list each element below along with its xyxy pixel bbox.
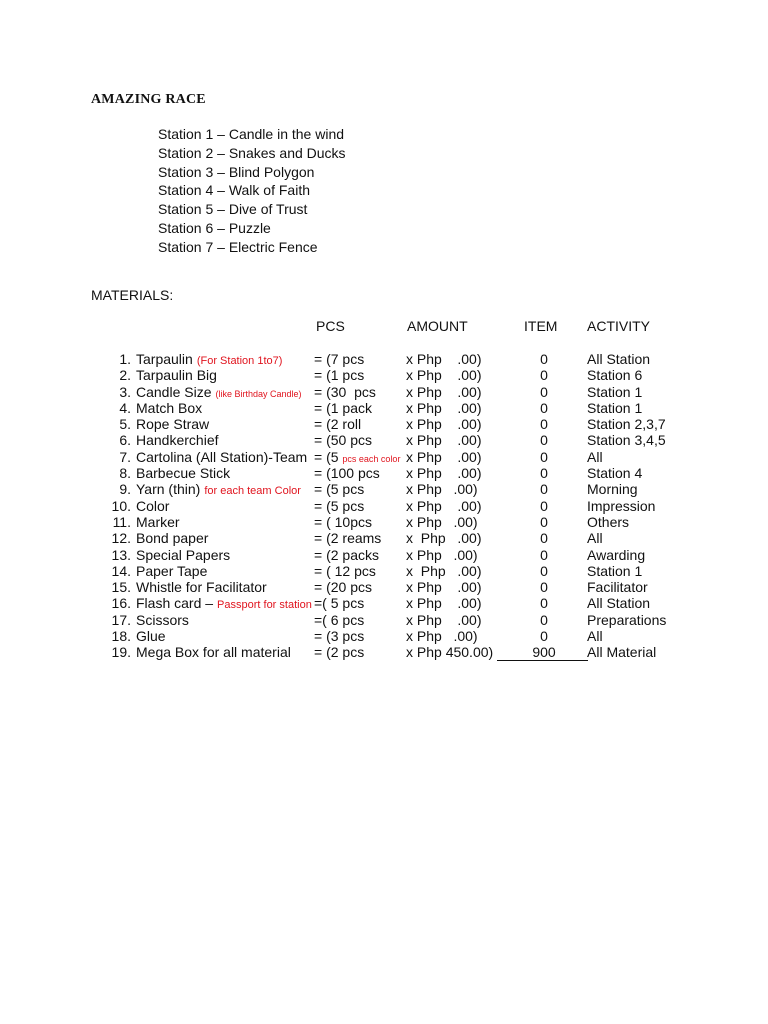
material-pcs (314, 514, 372, 530)
material-pcs-text: = (1 pcs (314, 367, 365, 384)
material-pcs-text: = (2 packs (314, 546, 379, 563)
material-pcs (314, 432, 372, 448)
material-activity: Facilitator (587, 579, 648, 596)
material-name-text: Flash card – (136, 595, 214, 612)
material-item: 0 (540, 546, 548, 563)
material-row (0, 628, 768, 644)
material-number: 17. (111, 611, 131, 628)
material-amount: x Php .00) (406, 546, 478, 563)
material-item: 0 (540, 611, 548, 628)
material-note: (like Birthday Candle) (215, 388, 302, 399)
material-pcs (314, 400, 372, 416)
material-pcs-text: = (3 pcs (314, 628, 365, 645)
material-pcs (314, 628, 364, 644)
material-name (136, 432, 219, 448)
material-activity: All Material (587, 644, 657, 661)
material-amount: x Php .00) (406, 448, 482, 465)
material-pcs-text: = (5 pcs (314, 497, 365, 514)
material-amount: x Php .00) (406, 595, 482, 612)
material-activity: Impression (587, 497, 656, 514)
material-item: 0 (540, 383, 548, 400)
material-pcs (314, 384, 376, 400)
material-pcs-text: =( 6 pcs (314, 611, 365, 628)
materials-heading: MATERIALS: (91, 287, 174, 303)
material-item: 0 (540, 432, 548, 449)
material-pcs-text: =( 5 pcs (314, 595, 365, 612)
page-title: AMAZING RACE (91, 92, 206, 107)
material-pcs (314, 367, 364, 383)
material-pcs-text: = (2 reams (314, 530, 382, 547)
material-note: (For Station 1to7) (196, 355, 283, 367)
header-item: ITEM (524, 318, 558, 334)
header-amount: AMOUNT (407, 318, 468, 334)
material-row (0, 400, 768, 416)
material-name (136, 351, 282, 369)
material-pcs (314, 351, 364, 367)
material-name (136, 449, 307, 465)
material-number: 8. (119, 465, 131, 482)
material-amount: x Php .00) (406, 416, 482, 433)
material-name-text: Barbecue Stick (136, 465, 231, 482)
material-name-text: Tarpaulin (136, 351, 193, 367)
material-amount: x Php .00) (406, 351, 482, 367)
material-name (136, 514, 180, 530)
material-pcs (314, 612, 364, 628)
material-row (0, 465, 768, 481)
material-item: 0 (540, 448, 548, 465)
material-item: 0 (540, 465, 548, 482)
material-pcs-text: = (1 pack (314, 399, 372, 416)
material-row (0, 449, 768, 465)
material-number: 7. (119, 448, 131, 465)
material-name (136, 498, 169, 514)
material-activity: Preparations (587, 611, 667, 628)
material-item: 900 (532, 644, 556, 661)
material-activity: All (587, 628, 603, 645)
material-name (136, 612, 189, 628)
material-name-text: Paper Tape (136, 562, 208, 579)
material-name-text: Mega Box for all material (136, 644, 291, 661)
material-name-text: Match Box (136, 399, 203, 416)
material-name (136, 563, 207, 579)
station-item: Station 5 – Dive of Trust (158, 201, 308, 218)
material-name (136, 595, 312, 613)
material-number: 1. (119, 351, 131, 367)
station-item: Station 6 – Puzzle (158, 219, 271, 236)
material-name-text: Tarpaulin Big (136, 367, 217, 384)
material-number: 10. (111, 497, 131, 514)
material-pcs (314, 595, 364, 611)
material-name (136, 465, 230, 481)
material-activity: All Station (587, 351, 651, 367)
materials-table (0, 351, 768, 661)
material-pcs-text: = (20 pcs (314, 579, 372, 596)
material-name-text: Cartolina (All Station)-Team (136, 448, 308, 465)
material-name-text: Rope Straw (136, 416, 210, 433)
material-name-text: Candle Size (136, 383, 212, 400)
material-activity: Station 4 (587, 465, 643, 482)
material-pcs (314, 498, 364, 514)
material-number: 11. (112, 513, 131, 530)
material-pcs-text: = ( 12 pcs (314, 562, 376, 579)
material-row (0, 563, 768, 579)
material-number: 6. (119, 432, 131, 449)
material-pcs-text: = (30 pcs (314, 383, 376, 400)
material-number: 4. (119, 399, 131, 416)
material-number: 19. (111, 644, 131, 661)
station-item: Station 7 – Electric Fence (158, 238, 318, 255)
material-row (0, 432, 768, 448)
material-pcs-text: = (2 roll (314, 416, 362, 433)
material-name-text: Glue (136, 628, 166, 645)
material-row (0, 367, 768, 383)
station-list (158, 125, 346, 257)
material-activity: All (587, 448, 603, 465)
material-item: 0 (540, 513, 548, 530)
station-item: Station 1 – Candle in the wind (158, 126, 345, 142)
material-pcs (314, 547, 379, 563)
material-name-text: Scissors (136, 611, 189, 628)
station-item: Station 3 – Blind Polygon (158, 163, 315, 180)
material-note: Passport for station (217, 599, 312, 612)
material-item: 0 (540, 481, 548, 498)
material-row (0, 498, 768, 514)
material-row (0, 612, 768, 628)
material-number: 13. (111, 546, 131, 563)
material-activity: Station 3,4,5 (587, 432, 666, 449)
material-row (0, 514, 768, 530)
material-pcs-text: = (50 pcs (314, 432, 372, 449)
material-row (0, 351, 768, 367)
material-pcs (314, 465, 380, 481)
material-pcs-text: = (5 (314, 448, 343, 465)
material-activity: Station 1 (587, 383, 643, 400)
material-number: 14. (111, 562, 131, 579)
material-name (136, 416, 209, 432)
material-amount: x Php .00) (406, 562, 482, 579)
material-activity: Others (587, 513, 630, 530)
material-name-text: Color (136, 497, 170, 514)
material-amount: x Php .00) (406, 399, 482, 416)
material-pcs-note: pcs each color (342, 453, 401, 464)
material-amount: x Php .00) (406, 367, 482, 384)
material-activity: Awarding (587, 546, 646, 563)
material-amount: x Php 450.00) (406, 644, 494, 661)
material-pcs-text: = (5 pcs (314, 481, 365, 498)
material-amount: x Php .00) (406, 628, 478, 645)
material-pcs-text: = (100 pcs (314, 465, 380, 482)
material-name-text: Special Papers (136, 546, 231, 563)
material-note: for each team Color (204, 485, 301, 498)
material-pcs (314, 416, 361, 432)
material-pcs (314, 449, 400, 467)
material-amount: x Php .00) (406, 497, 482, 514)
material-number: 15. (111, 579, 131, 596)
material-pcs (314, 563, 376, 579)
material-amount: x Php .00) (406, 611, 482, 628)
material-pcs-text: = (7 pcs (314, 351, 365, 367)
material-row (0, 547, 768, 563)
material-item: 0 (540, 497, 548, 514)
material-amount: x Php .00) (406, 530, 482, 547)
material-pcs (314, 579, 372, 595)
material-name (136, 481, 301, 499)
material-amount: x Php .00) (406, 481, 478, 498)
material-number: 16. (111, 595, 131, 612)
material-row (0, 481, 768, 497)
material-number: 3. (119, 383, 131, 400)
material-number: 18. (111, 628, 131, 645)
material-name (136, 400, 202, 416)
material-number: 2. (119, 367, 131, 384)
material-row (0, 416, 768, 432)
material-pcs (314, 644, 364, 660)
material-name (136, 384, 302, 402)
material-number: 12. (111, 530, 131, 547)
material-amount: x Php .00) (406, 465, 482, 482)
material-pcs (314, 530, 381, 546)
material-activity: Station 6 (587, 367, 643, 384)
material-name-text: Handkerchief (136, 432, 219, 449)
material-item: 0 (540, 579, 548, 596)
material-name (136, 367, 217, 383)
material-item: 0 (540, 367, 548, 384)
material-activity: Station 1 (587, 562, 643, 579)
header-activity: ACTIVITY (587, 318, 651, 334)
material-name-text: Yarn (thin) (136, 481, 201, 498)
material-row (0, 579, 768, 595)
material-pcs-text: = (2 pcs (314, 644, 365, 661)
material-name (136, 547, 230, 563)
material-item: 0 (540, 562, 548, 579)
material-number: 5. (119, 416, 131, 433)
material-activity: Station 1 (587, 399, 643, 416)
material-name-text: Marker (136, 513, 180, 530)
material-amount: x Php .00) (406, 579, 482, 596)
material-name-text: Bond paper (136, 530, 209, 547)
station-item: Station 4 – Walk of Faith (158, 182, 310, 199)
material-amount: x Php .00) (406, 432, 482, 449)
material-item: 0 (540, 416, 548, 433)
material-row (0, 384, 768, 400)
material-activity: Station 2,3,7 (587, 416, 666, 433)
header-pcs: PCS (316, 318, 345, 334)
material-pcs-text: = ( 10pcs (314, 513, 372, 530)
material-item: 0 (540, 530, 548, 547)
total-underline (497, 660, 588, 661)
material-name (136, 530, 208, 546)
material-name (136, 579, 267, 595)
material-activity: All (587, 530, 603, 547)
material-name (136, 644, 291, 660)
material-name-text: Whistle for Facilitator (136, 579, 267, 596)
material-name (136, 628, 166, 644)
material-number: 9. (119, 481, 131, 498)
material-item: 0 (540, 399, 548, 416)
material-row (0, 530, 768, 546)
material-activity: Morning (587, 481, 638, 498)
material-row (0, 595, 768, 611)
station-item: Station 2 – Snakes and Ducks (158, 144, 346, 161)
material-item: 0 (540, 628, 548, 645)
material-activity: All Station (587, 595, 651, 612)
material-item: 0 (540, 351, 548, 367)
material-amount: x Php .00) (406, 513, 478, 530)
material-row (0, 644, 768, 660)
material-amount: x Php .00) (406, 383, 482, 400)
material-item: 0 (540, 595, 548, 612)
material-pcs (314, 481, 364, 497)
